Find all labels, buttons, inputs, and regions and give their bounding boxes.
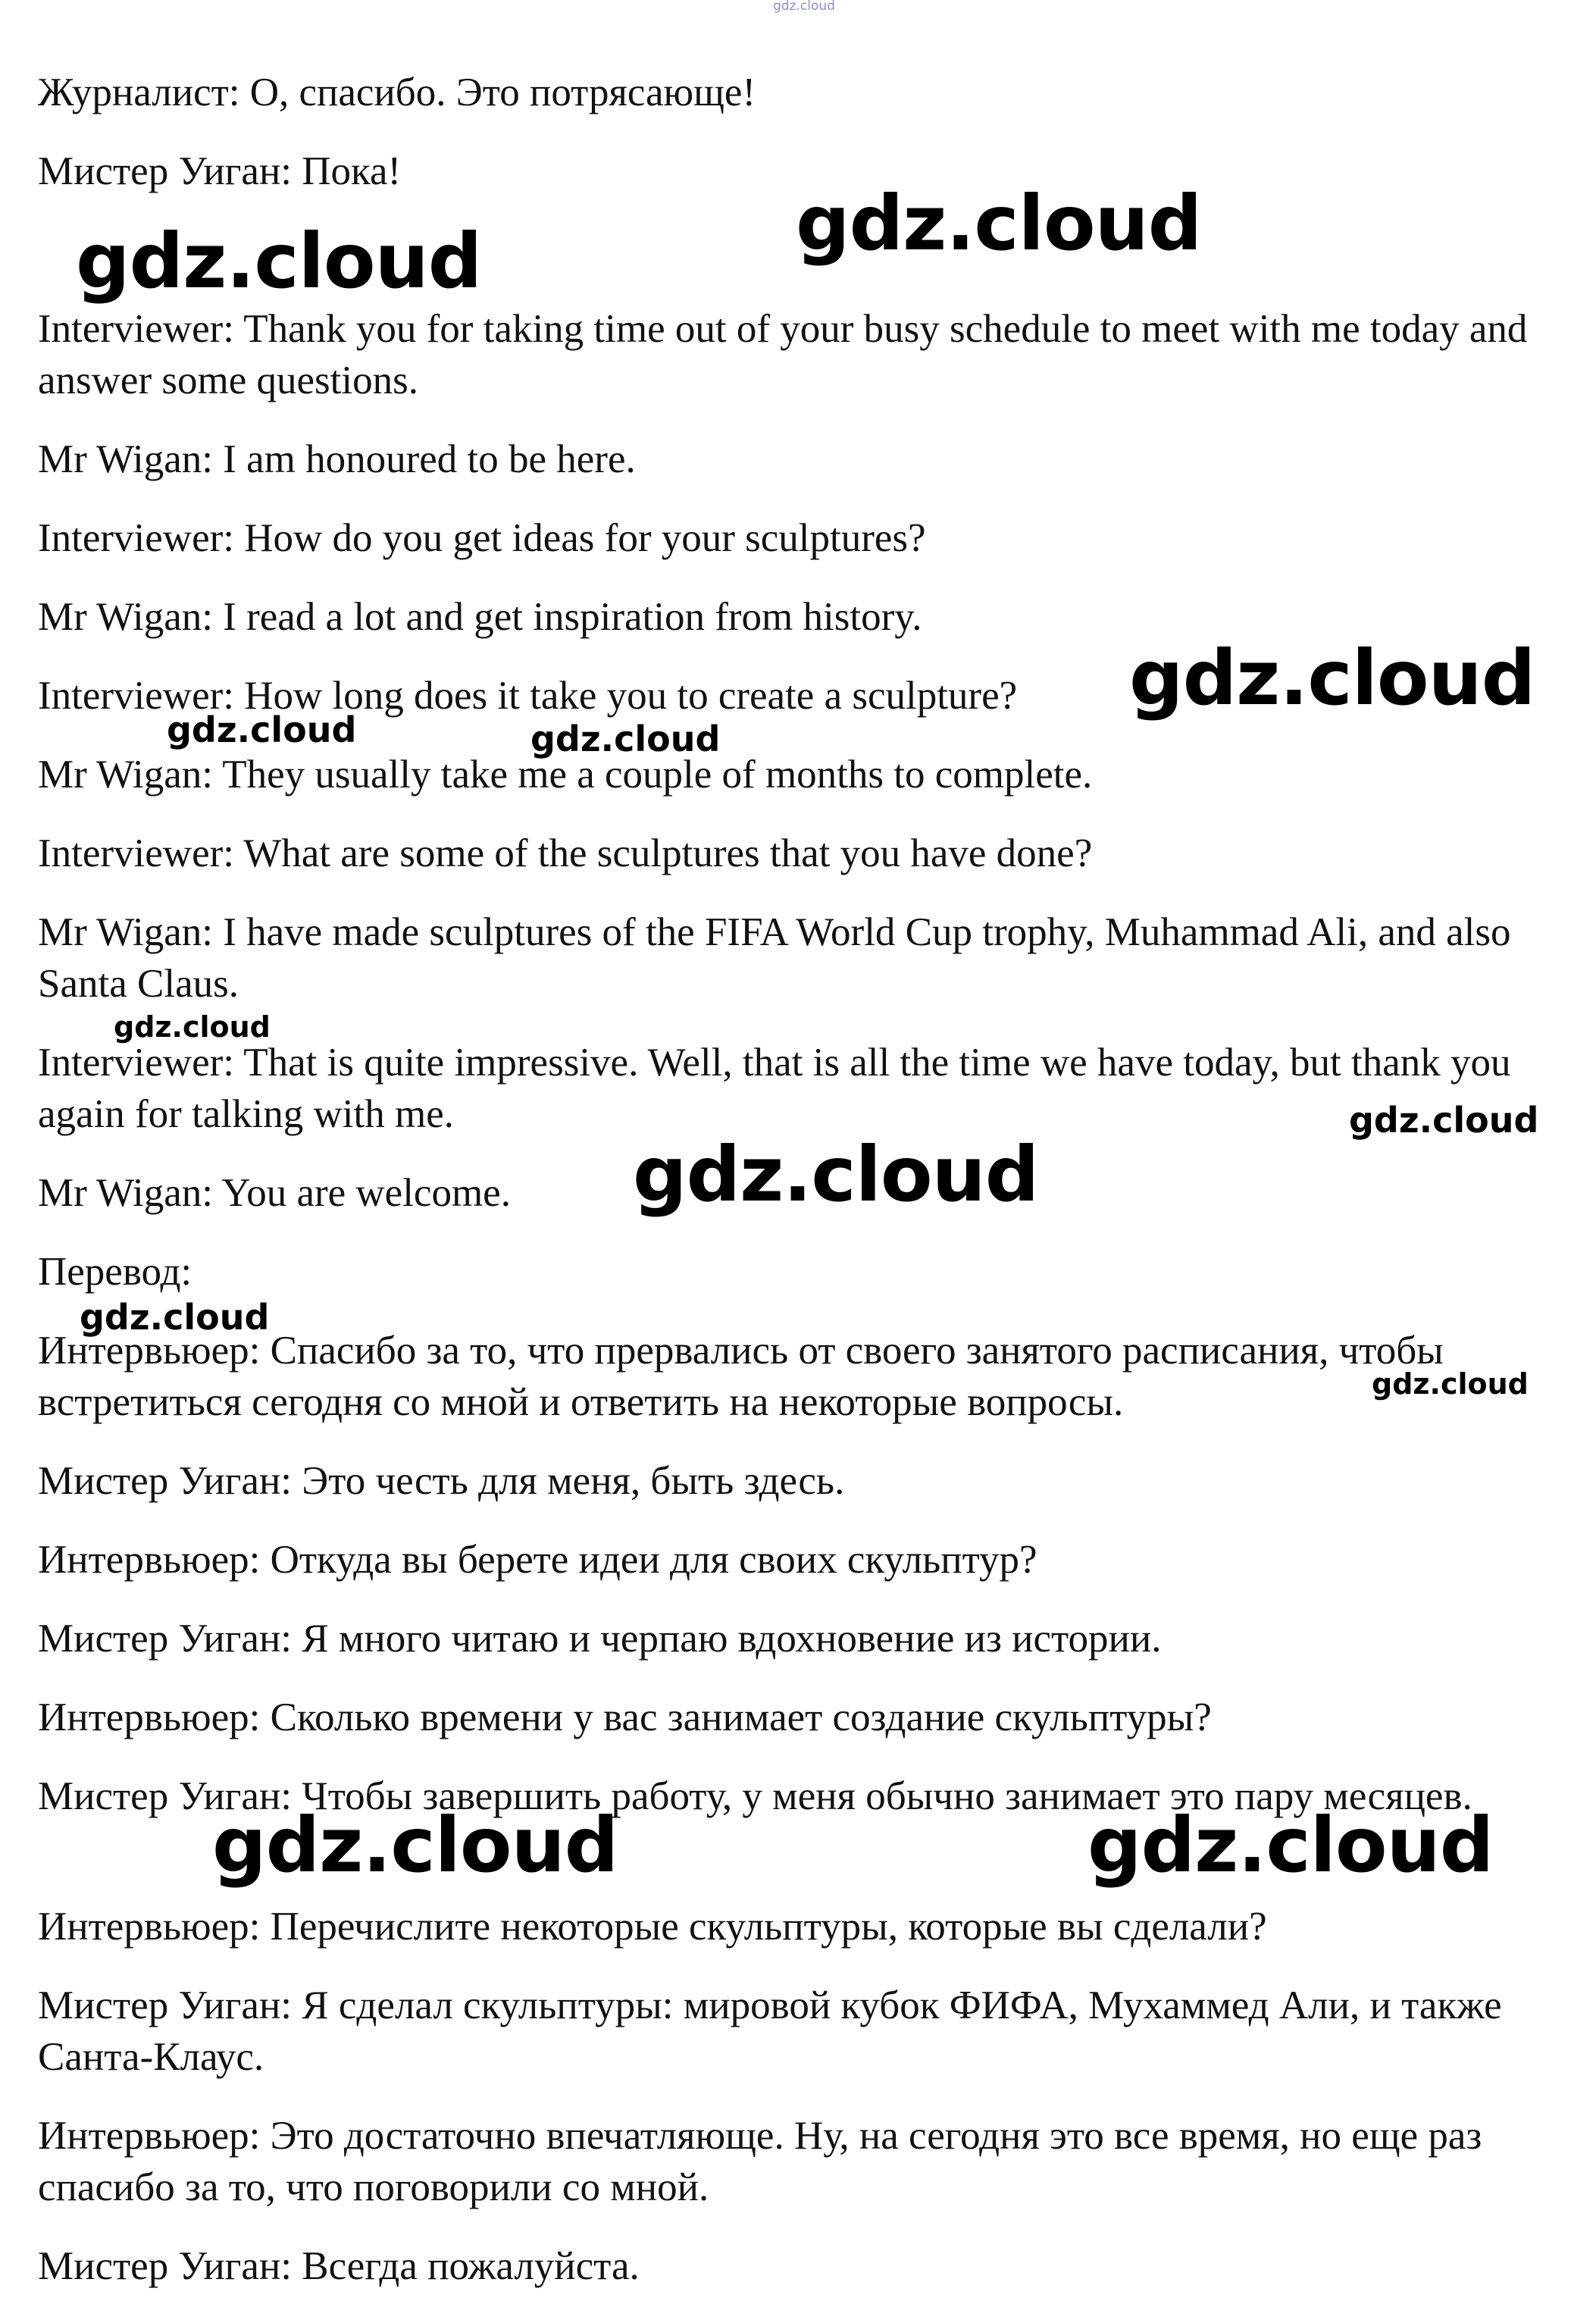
watermark-logo: gdz.cloud: [76, 217, 482, 305]
paragraph-9: Mr Wigan: I have made sculptures of the FIFA World Cup trophy, Muhammad Ali, and also Santa Claus.: [38, 910, 1511, 1006]
paragraph-21: Интервьюер: Это достаточно впечатляюще. Ну, на сегодня это все время, но еще раз спасибо за то, что поговорили со мной.: [38, 2114, 1482, 2209]
paragraph-17: Интервьюер: Сколько времени у вас занимает создание скульптуры?: [38, 1695, 1212, 1739]
top-watermark: gdz.cloud: [773, 0, 835, 14]
watermark-logo: gdz.cloud: [633, 1130, 1039, 1219]
paragraph-19: Интервьюер: Перечислите некоторые скульптуры, которые вы сделали?: [38, 1905, 1267, 1949]
paragraph-15: Интервьюер: Откуда вы берете идеи для своих скульптур?: [38, 1538, 1037, 1582]
paragraph-13: Интервьюер: Спасибо за то, что прервались от своего занятого расписания, чтобы встретиться сегодня со мной и ответить на некоторые вопросы.: [38, 1329, 1444, 1424]
paragraph-1: Мистер Уиган: Пока!: [38, 149, 402, 193]
paragraph-12: Перевод:: [38, 1250, 192, 1294]
paragraph-8: Interviewer: What are some of the sculptures that you have done?: [38, 831, 1093, 875]
paragraph-16: Мистер Уиган: Я много читаю и черпаю вдохновение из истории.: [38, 1617, 1162, 1661]
paragraph-3: Mr Wigan: I am honoured to be here.: [38, 437, 636, 481]
paragraph-10: Interviewer: That is quite impressive. Well, that is all the time we have today, but thank you again for talking with me.: [38, 1041, 1511, 1136]
paragraph-5: Mr Wigan: I read a lot and get inspiration from history.: [38, 595, 922, 639]
paragraph-20: Мистер Уиган: Я сделал скульптуры: мировой кубок ФИФА, Мухаммед Али, и также Санта-Клаус.: [38, 1983, 1502, 2079]
watermark-logo: gdz.cloud: [114, 1010, 271, 1044]
paragraph-22: Мистер Уиган: Всегда пожалуйста.: [38, 2244, 640, 2288]
watermark-logo: gdz.cloud: [167, 709, 357, 750]
watermark-logo: gdz.cloud: [212, 1801, 618, 1889]
watermark-logo: gdz.cloud: [1129, 634, 1535, 722]
paragraph-2: Interviewer: Thank you for taking time out of your busy schedule to meet with me today and answer some questions.: [38, 307, 1528, 402]
paragraph-11: Mr Wigan: You are welcome.: [38, 1171, 511, 1215]
paragraph-7: Mr Wigan: They usually take me a couple of months to complete.: [38, 753, 1093, 797]
watermark-logo: gdz.cloud: [1372, 1367, 1529, 1401]
watermark-logo: gdz.cloud: [1349, 1100, 1539, 1141]
paragraph-14: Мистер Уиган: Это честь для меня, быть здесь.: [38, 1459, 845, 1503]
paragraph-18: Мистер Уиган: Чтобы завершить работу, у меня обычно занимает это пару месяцев.: [38, 1774, 1472, 1818]
watermark-logo: gdz.cloud: [530, 719, 721, 759]
paragraph-0: Журналист: О, спасибо. Это потрясающе!: [38, 70, 756, 114]
watermark-logo: gdz.cloud: [796, 179, 1202, 268]
watermark-logo: gdz.cloud: [80, 1297, 270, 1338]
paragraph-4: Interviewer: How do you get ideas for your sculptures?: [38, 516, 926, 560]
paragraph-6: Interviewer: How long does it take you to create a sculpture?: [38, 674, 1018, 718]
watermark-logo: gdz.cloud: [1087, 1801, 1494, 1889]
